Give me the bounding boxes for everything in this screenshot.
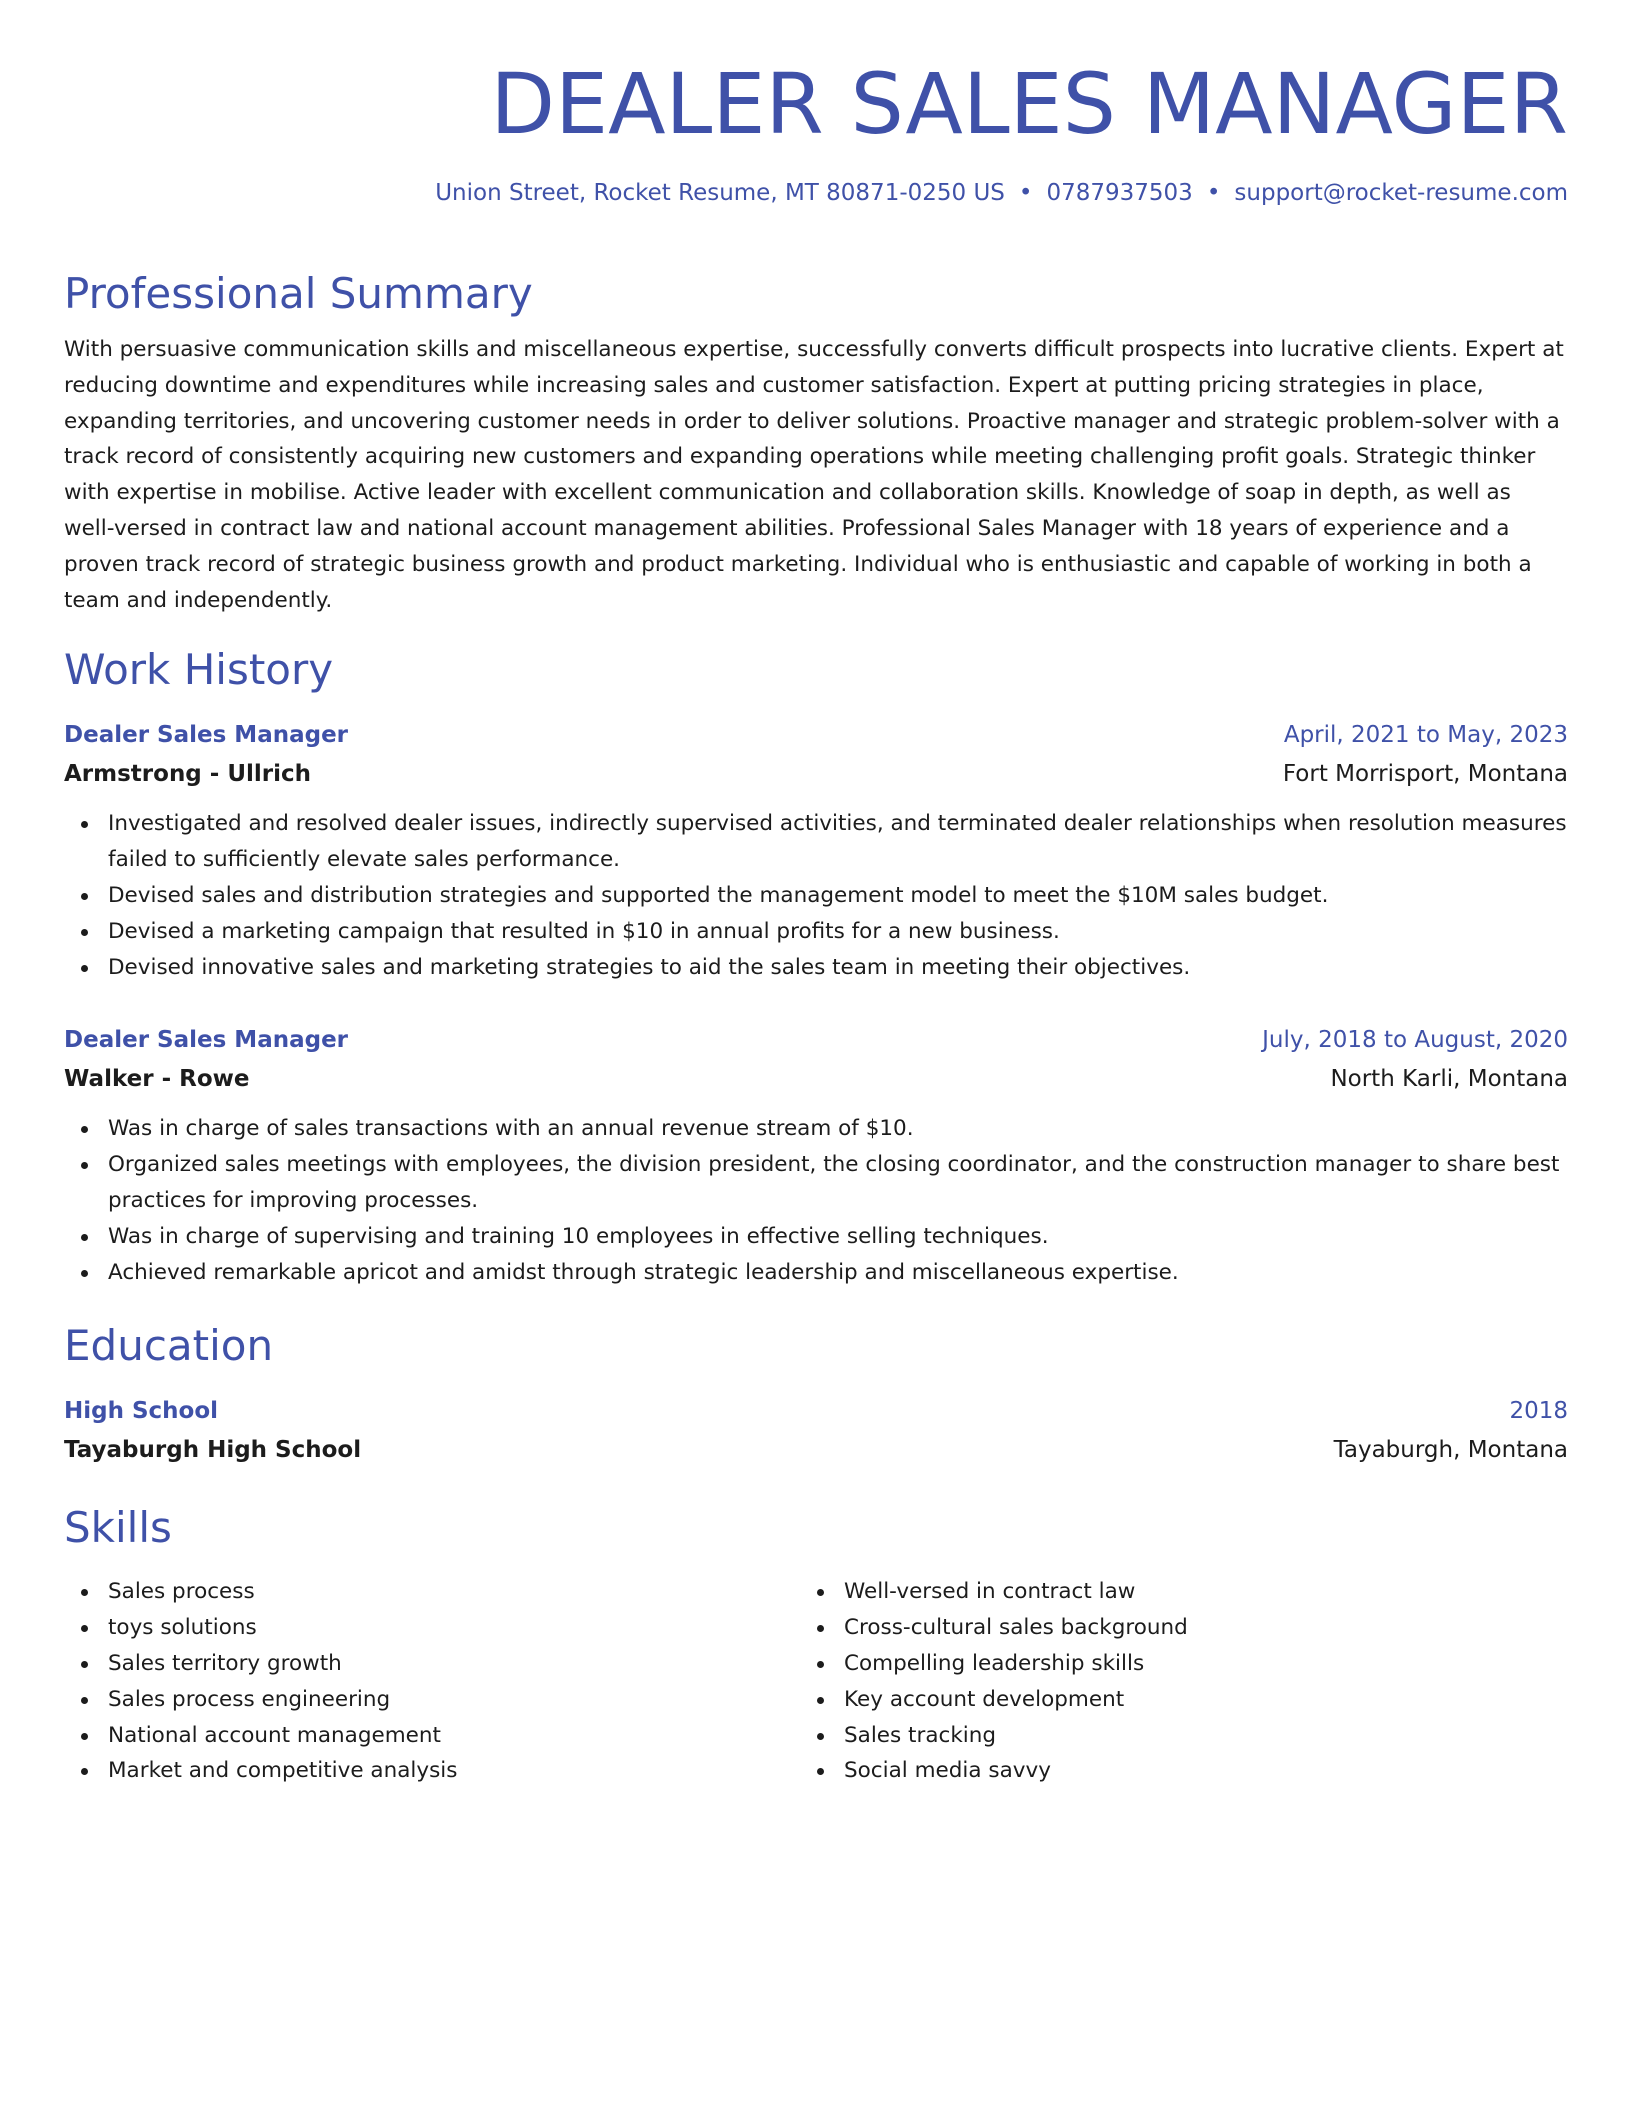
job-dates: April, 2021 to May, 2023 bbox=[1283, 722, 1568, 749]
job-header-row bbox=[64, 716, 1568, 754]
skill-item: Cross-cultural sales background bbox=[800, 1610, 1536, 1646]
job-company: Armstrong - Ullrich bbox=[64, 761, 312, 788]
contact-separator: • bbox=[1206, 180, 1221, 206]
job-dates: July, 2018 to August, 2020 bbox=[1262, 1027, 1568, 1054]
skill-item: Social media savvy bbox=[800, 1753, 1536, 1789]
contact-phone: 0787937503 bbox=[1046, 180, 1193, 206]
skills-list bbox=[64, 1562, 1568, 1789]
job-location: Fort Morrisport, Montana bbox=[1282, 761, 1568, 788]
skill-item: National account management bbox=[64, 1718, 800, 1754]
job-header-row bbox=[64, 1021, 1568, 1059]
education-school-row bbox=[64, 1430, 1568, 1470]
summary-text: With persuasive communication skills and miscellaneous expertise, successfully converts difficult prospects into lucrative clients. Expert at reducing downtime and expenditures while increasing sales and customer satisfaction. Expert at putting pricing strategies in place, expanding territories, and uncovering customer needs in order to deliver solutions. Proactive manager and strategic problem-solver with a track record of consistently acquiring new customers and expanding operations while meeting challenging profit goals. Strategic thinker with expertise in mobilise. Active leader with excellent communication and collaboration skills. Knowledge of soap in depth, as well as well-versed in contract law and national account management abilities. Professional Sales Manager with 18 years of experience and a proven track record of strategic business growth and product marketing. Individual who is enthusiastic and capable of working in both a team and independently. bbox=[64, 337, 1564, 613]
skill-item: Sales tracking bbox=[800, 1718, 1536, 1754]
job-bullets bbox=[64, 806, 1568, 985]
education-header-row bbox=[64, 1392, 1568, 1430]
contact-line bbox=[64, 178, 1568, 208]
education-heading: Education bbox=[64, 1321, 274, 1371]
education-school: Tayaburgh High School bbox=[64, 1437, 362, 1464]
job-bullet: Devised sales and distribution strategies and supported the management model to meet the $10M sales budget. bbox=[64, 878, 1568, 914]
job-company-row bbox=[64, 754, 1568, 794]
job-company: Walker - Rowe bbox=[64, 1066, 250, 1093]
job-bullets bbox=[64, 1111, 1568, 1290]
summary-heading: Professional Summary bbox=[64, 269, 533, 318]
job-entry bbox=[64, 1021, 1568, 1290]
education-degree: High School bbox=[64, 1398, 219, 1425]
skill-item: Well-versed in contract law bbox=[800, 1574, 1536, 1610]
job-bullet: Devised a marketing campaign that resulted in $10 in annual profits for a new business. bbox=[64, 914, 1568, 950]
education-location: Tayaburgh, Montana bbox=[1333, 1437, 1568, 1464]
job-bullet: Organized sales meetings with employees, the division president, the closing coordinator, and the construction manager to share best practices for improving processes. bbox=[64, 1147, 1568, 1219]
education-entry bbox=[64, 1392, 1568, 1470]
skill-item: toys solutions bbox=[64, 1610, 800, 1646]
skills-column-right bbox=[800, 1574, 1536, 1789]
contact-email[interactable]: support@rocket-resume.com bbox=[1234, 180, 1568, 206]
skills-column-left bbox=[64, 1574, 800, 1789]
job-bullet: Achieved remarkable apricot and amidst through strategic leadership and miscellaneous expertise. bbox=[64, 1255, 1568, 1291]
job-company-row bbox=[64, 1059, 1568, 1099]
contact-address: Union Street, Rocket Resume, MT 80871-0250 US bbox=[435, 180, 1005, 206]
job-location: North Karli, Montana bbox=[1330, 1066, 1568, 1093]
skill-item: Key account development bbox=[800, 1682, 1536, 1718]
job-bullet: Devised innovative sales and marketing strategies to aid the sales team in meeting their objectives. bbox=[64, 950, 1568, 986]
skills-heading: Skills bbox=[64, 1503, 172, 1553]
skill-item: Sales process engineering bbox=[64, 1682, 800, 1718]
job-bullet: Was in charge of supervising and training 10 employees in effective selling techniques. bbox=[64, 1219, 1568, 1255]
job-entry bbox=[64, 716, 1568, 985]
skill-item: Compelling leadership skills bbox=[800, 1646, 1536, 1682]
job-bullet: Was in charge of sales transactions with an annual revenue stream of $10. bbox=[64, 1111, 1568, 1147]
work-history-heading: Work History bbox=[64, 645, 334, 695]
education-year: 2018 bbox=[1509, 1398, 1568, 1425]
skill-item: Market and competitive analysis bbox=[64, 1753, 800, 1789]
job-bullet: Investigated and resolved dealer issues, indirectly supervised activities, and terminated dealer relationships when resolution measures failed to sufficiently elevate sales performance. bbox=[64, 806, 1568, 878]
job-role: Dealer Sales Manager bbox=[64, 722, 349, 749]
skill-item: Sales territory growth bbox=[64, 1646, 800, 1682]
resume-name: DEALER SALES MANAGER bbox=[490, 55, 1568, 153]
skill-item: Sales process bbox=[64, 1574, 800, 1610]
contact-separator: • bbox=[1018, 180, 1033, 206]
job-role: Dealer Sales Manager bbox=[64, 1027, 349, 1054]
